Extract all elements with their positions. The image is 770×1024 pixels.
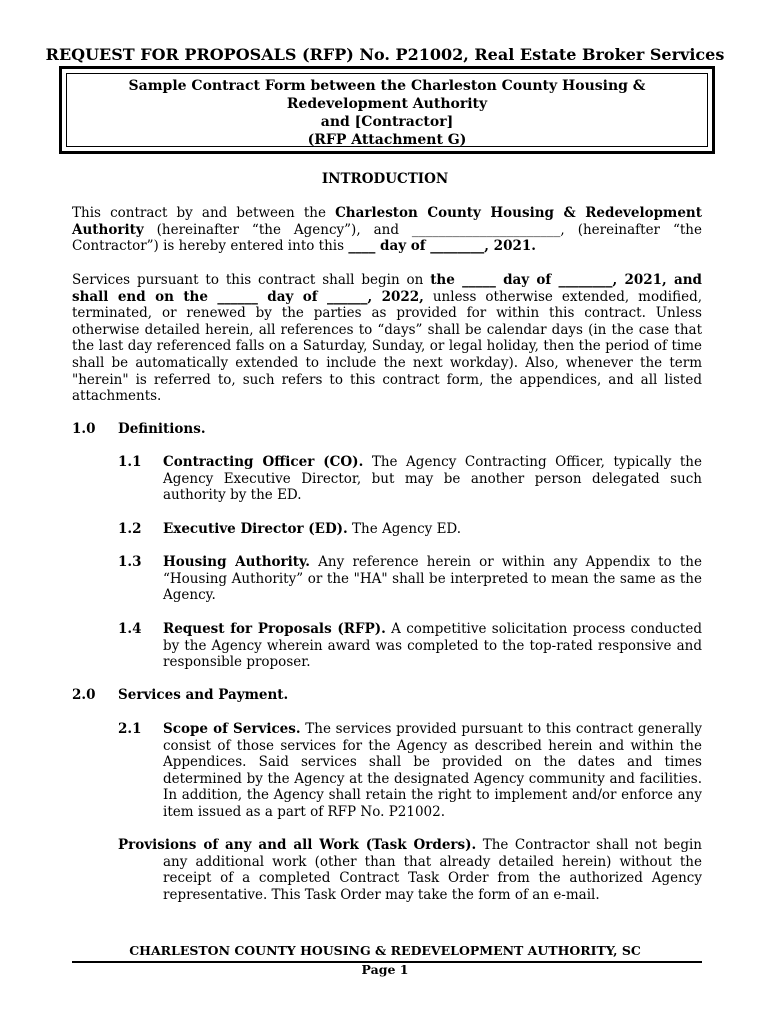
item-2-1-number: 2.1 <box>118 721 142 737</box>
item-1-2-text <box>163 521 702 538</box>
section-2-title: Services and Payment. <box>118 687 289 703</box>
item-1-3-number: 1.3 <box>118 554 142 570</box>
title-box-inner <box>66 73 708 147</box>
title-line-2: Redevelopment Authority <box>286 96 488 112</box>
section-2-number: 2.0 <box>72 687 96 703</box>
intro-paragraph-2 <box>72 272 702 405</box>
term-label: Request for Proposals (RFP). <box>163 621 386 637</box>
text-run: This contract by and between the <box>72 205 336 221</box>
term-label: Housing Authority. <box>163 554 310 570</box>
text-run: The Contractor shall not begin any additional work (other than that already detailed herein) without the receipt of a completed Contract Task Order from the authorized Agency representative. This Task Order may take the form of an e-mail. <box>163 837 702 903</box>
term-label: Scope of Services. <box>163 721 301 737</box>
item-1-2-number: 1.2 <box>118 521 142 537</box>
item-1-4-number: 1.4 <box>118 621 142 637</box>
term-dates-blank: the _____ day of ________, 2021, and shall end on the ______ day of ______, 2022, <box>72 272 702 305</box>
document-header: REQUEST FOR PROPOSALS (RFP) No. P21002, Real Estate Broker Services <box>45 45 725 64</box>
title-line-1: Sample Contract Form between the Charleston County Housing & <box>128 78 646 94</box>
term-label: Provisions of any and all Work (Task Orders). <box>118 837 477 853</box>
introduction-heading: INTRODUCTION <box>321 171 449 187</box>
text-run: The services provided pursuant to this contract generally consist of those services for the Agency as described herein and within the Appendices. Said services shall be provided on the dates and times determined by the Agency at the designated Agency community and facilities. In addition, the Agency shall retain the right to implement and/or enforce any item issued as a part of RFP No. P21002. <box>163 721 703 820</box>
text-run: The Agency Contracting Officer, typically the Agency Executive Director, but may be another person delegated such authority by the ED. <box>163 454 702 504</box>
item-1-4-text <box>163 621 702 671</box>
text-run: Services pursuant to this contract shall begin on <box>72 272 431 288</box>
term-label: Executive Director (ED). <box>163 521 348 537</box>
item-2-1-text <box>163 721 702 821</box>
term-label: Contracting Officer (CO). <box>163 454 364 470</box>
item-1-1-text <box>163 454 702 504</box>
footer-organization: CHARLESTON COUNTY HOUSING & REDEVELOPMENT AUTHORITY, SC <box>129 943 641 958</box>
provisions-paragraph <box>118 837 702 903</box>
section-1-number: 1.0 <box>72 421 96 437</box>
page-number: Page 1 <box>361 962 409 977</box>
text-run: Any reference herein or within any Appendix to the “Housing Authority” or the "HA" shall be interpreted to mean the same as the Agency. <box>163 554 702 604</box>
text-run: A competitive solicitation process conducted by the Agency wherein award was completed to the top-rated responsive and responsible proposer. <box>163 621 702 671</box>
text-run: unless otherwise extended, modified, terminated, or renewed by the parties as provided for within this contract. Unless otherwise detailed herein, all references to “days” shall be calendar days (in the case that the last day referenced falls on a Saturday, Sunday, or legal holiday, then the period of time shall be automatically extended to include the next workday). Also, whenever the term "herein" is referred to, such refers to this contract form, the appendices, and all listed attachments. <box>72 288 703 405</box>
text-run: The Agency ED. <box>347 521 462 537</box>
section-1-title: Definitions. <box>118 421 206 437</box>
text-run: (hereinafter “the Agency”), and ______________________, (hereinafter “the Contractor”) is hereby entered into this <box>72 221 702 255</box>
item-1-1-number: 1.1 <box>118 454 142 470</box>
agency-name: Charleston County Housing & Redevelopment Authority <box>72 205 702 238</box>
title-line-4: (RFP Attachment G) <box>307 132 467 148</box>
title-line-3: and [Contractor] <box>320 114 454 130</box>
title-box <box>59 66 715 154</box>
intro-paragraph-1 <box>72 205 702 255</box>
contract-date-blank: ____ day of ________, 2021. <box>348 238 536 255</box>
item-1-3-text <box>163 554 702 604</box>
